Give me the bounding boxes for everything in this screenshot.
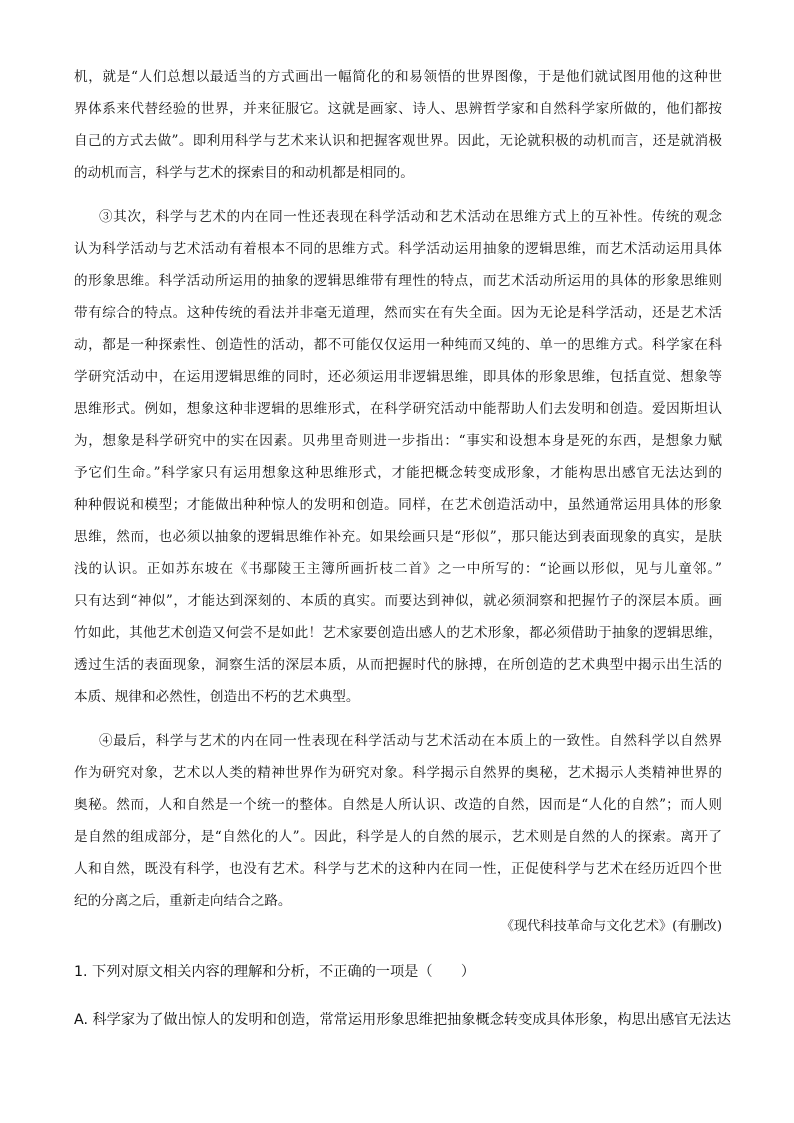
paragraph-3-line: 动，都是一种探索性、创造性的活动，都不可能仅仅运用一种纯而又纯的、单一的思维方式。科学家在科	[74, 337, 722, 353]
text-line: 自己的方式去做”。即利用科学与艺术来认识和把握客观世界。因此，无论就积极的动机而言，还是就消极	[74, 133, 722, 149]
paragraph-3-line: 本质、规律和必然性，创造出不朽的艺术典型。	[74, 689, 360, 705]
paragraph-3-line: 的形象思维。科学活动所运用的抽象的逻辑思维带有理性的特点，而艺术活动所运用的具体的形象思维则	[74, 273, 722, 289]
paragraph-3-line: 为，想象是科学研究中的实在因素。贝弗里奇则进一步指出：“事实和设想本身是死的东西，是想象力赋	[74, 433, 722, 449]
paragraph-3-line: 浅的认识。正如苏东坡在《书鄢陵王主簿所画折枝二首》之一中所写的：“论画以形似，见与儿童邻。”	[74, 561, 722, 577]
paragraph-4-line: 奥秘。然而，人和自然是一个统一的整体。自然是人所认识、改造的自然，因而是“人化的自然”；而人则	[74, 797, 722, 813]
source-citation: 《现代科技革命与文化艺术》(有删改)	[500, 919, 722, 934]
paragraph-3-line: 认为科学活动与艺术活动有着根本不同的思维方式。科学活动运用抽象的逻辑思维，而艺术活动运用具体	[74, 241, 722, 257]
paragraph-3-line: ③其次，科学与艺术的内在同一性还表现在科学活动和艺术活动在思维方式上的互补性。传统的观念	[99, 209, 722, 225]
text-line: 界体系来代替经验的世界，并来征服它。这就是画家、诗人、思辨哲学家和自然科学家所做的，他们都按	[74, 101, 722, 117]
paragraph-4-line: 人和自然，既没有科学，也没有艺术。科学与艺术的这种内在同一性，正促使科学与艺术在经历近四个世	[74, 861, 722, 877]
paragraph-4-line: 作为研究对象，艺术以人类的精神世界作为研究对象。科学揭示自然界的奥秘，艺术揭示人类精神世界的	[74, 765, 722, 781]
paragraph-3-line: 思维，然而，也必须以抽象的逻辑思维作补充。如果绘画只是“形似”，那只能达到表面现象的真实，是肤	[74, 529, 722, 545]
paragraph-4-line: 是自然的组成部分，是“自然化的人”。因此，科学是人的自然的展示，艺术则是自然的人的探索。离开了	[74, 829, 722, 845]
paragraph-3-line: 种种假说和模型；才能做出种种惊人的发明和创造。同样，在艺术创造活动中，虽然通常运用具体的形象	[74, 497, 722, 513]
paragraph-3-line: 思维形式。例如，想象这种非逻辑的思维形式，在科学研究活动中能帮助人们去发明和创造。爱因斯坦认	[74, 401, 722, 417]
paragraph-3-line: 只有达到“神似”，才能达到深刻的、本质的真实。而要达到神似，就必须洞察和把握竹子的深层本质。画	[74, 593, 722, 609]
paragraph-3-line: 透过生活的表面现象，洞察生活的深层本质，从而把握时代的脉搏，在所创造的艺术典型中揭示出生活的	[74, 657, 722, 673]
option-a: A. 科学家为了做出惊人的发明和创造，常常运用形象思维把抽象概念转变成具体形象，构思出感官无法达	[74, 1012, 731, 1028]
paragraph-3-line: 予它们生命。”科学家只有运用想象这种思维形式，才能把概念转变成形象，才能构思出感官无法达到的	[74, 465, 722, 481]
paragraph-4-line: 纪的分离之后，重新走向结合之路。	[74, 893, 292, 909]
paragraph-3-line: 竹如此，其他艺术创造又何尝不是如此！艺术家要创造出感人的艺术形象，都必须借助于抽象的逻辑思维，	[74, 625, 722, 641]
paragraph-3-line: 带有综合的特点。这种传统的看法并非毫无道理，然而实在有失全面。因为无论是科学活动，还是艺术活	[74, 305, 722, 321]
paragraph-4-line: ④最后，科学与艺术的内在同一性表现在科学活动与艺术活动在本质上的一致性。自然科学以自然界	[99, 733, 722, 749]
text-line: 机，就是“人们总想以最适当的方式画出一幅简化的和易领悟的世界图像，于是他们就试图用他的这种世	[74, 69, 722, 85]
question-1: 1. 下列对原文相关内容的理解和分析，不正确的一项是（ ）	[74, 964, 476, 980]
paragraph-3-line: 学研究活动中，在运用逻辑思维的同时，还必须运用非逻辑思维，即具体的形象思维，包括直觉、想象等	[74, 369, 722, 385]
text-line: 的动机而言，科学与艺术的探索目的和动机都是相同的。	[74, 165, 414, 181]
